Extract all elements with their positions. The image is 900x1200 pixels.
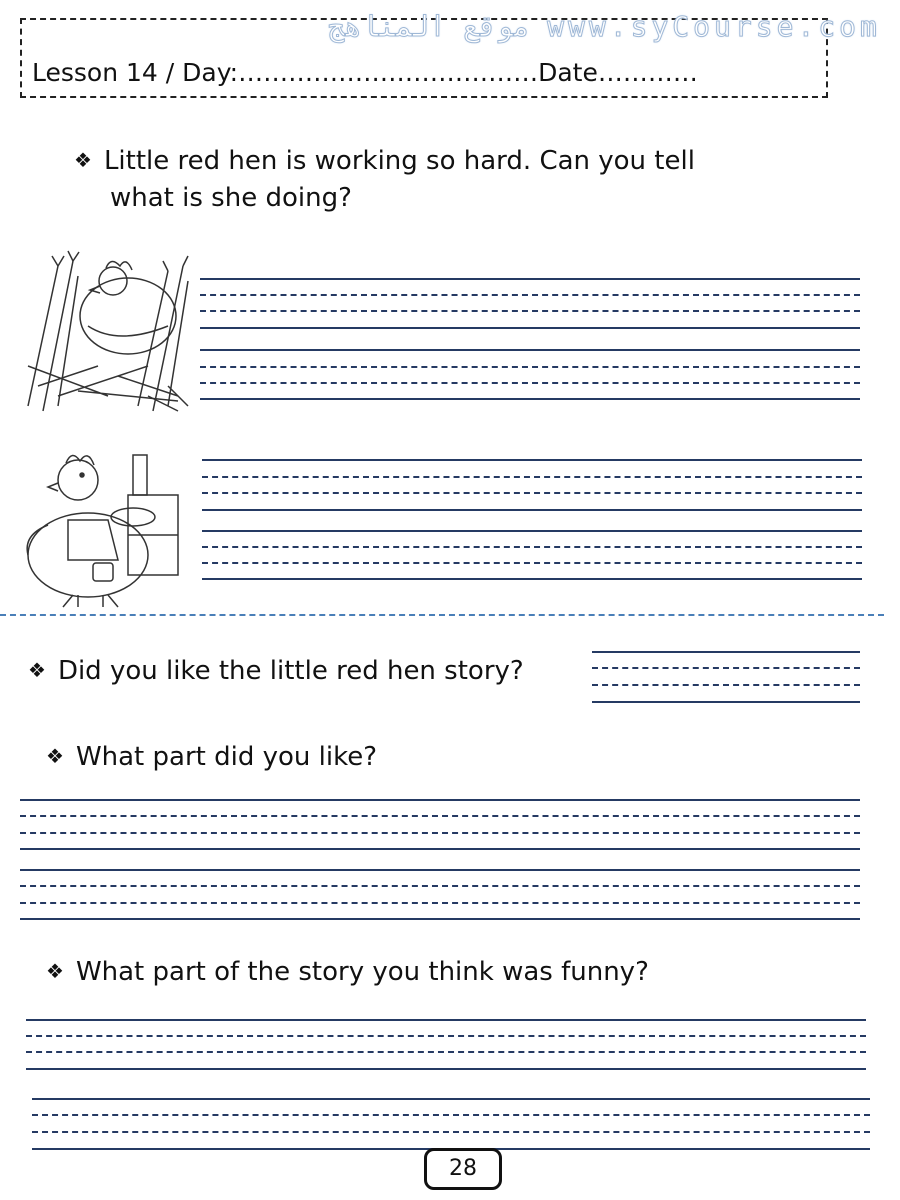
answer-line [592, 701, 860, 703]
hen-cutting-wheat-illustration [18, 246, 194, 416]
watermark-url: www.syCourse.com [547, 10, 881, 43]
answer-line-dashed [32, 1131, 870, 1133]
question-4 [46, 957, 649, 987]
question-4-text: What part of the story you think was funny? [75, 957, 649, 987]
question-1 [74, 146, 695, 176]
answer-line-dashed [200, 310, 860, 312]
question-3-text: What part did you like? [75, 742, 378, 772]
answer-line [20, 848, 860, 850]
bullet-icon: ❖ [74, 148, 92, 172]
section-separator [0, 614, 884, 616]
answer-line-dashed [26, 1051, 866, 1053]
answer-line-dashed [200, 294, 860, 296]
answer-line [200, 278, 860, 280]
answer-line [202, 578, 862, 580]
answer-line [202, 530, 862, 532]
answer-line-dashed [200, 382, 860, 384]
answer-line [20, 799, 860, 801]
answer-line-dashed [20, 885, 860, 887]
answer-line-dashed [592, 667, 860, 669]
bullet-icon: ❖ [46, 744, 64, 768]
answer-line-dashed [20, 832, 860, 834]
answer-line-dashed [26, 1035, 866, 1037]
answer-line [202, 509, 862, 511]
page-number: 28 [424, 1148, 502, 1190]
answer-line-dashed [202, 562, 862, 564]
question-2-text: Did you like the little red hen story? [57, 656, 524, 686]
answer-line [32, 1098, 870, 1100]
answer-line-dashed [202, 546, 862, 548]
lesson-day-date-line: Lesson 14 / Day:………………………………Date………… [32, 58, 698, 87]
answer-line-dashed [200, 366, 860, 368]
answer-line-dashed [20, 815, 860, 817]
hen-baking-bread-illustration [18, 445, 194, 610]
answer-line [20, 869, 860, 871]
answer-line-dashed [32, 1114, 870, 1116]
answer-line-dashed [20, 902, 860, 904]
question-2 [28, 656, 524, 686]
answer-line-dashed [202, 492, 862, 494]
watermark [328, 10, 881, 43]
question-1-text-line2: what is she doing? [110, 183, 352, 213]
answer-line-dashed [592, 684, 860, 686]
bullet-icon: ❖ [28, 658, 46, 682]
answer-line-dashed [202, 476, 862, 478]
question-1-text: Little red hen is working so hard. Can you tell [103, 146, 695, 176]
answer-line [26, 1019, 866, 1021]
answer-line [26, 1068, 866, 1070]
bullet-icon: ❖ [46, 959, 64, 983]
answer-line [200, 327, 860, 329]
answer-line [592, 651, 860, 653]
question-3 [46, 742, 377, 772]
answer-line [200, 398, 860, 400]
answer-line [20, 918, 860, 920]
answer-line [200, 349, 860, 351]
answer-line [202, 459, 862, 461]
watermark-arabic: موقع المناهج [328, 10, 531, 43]
